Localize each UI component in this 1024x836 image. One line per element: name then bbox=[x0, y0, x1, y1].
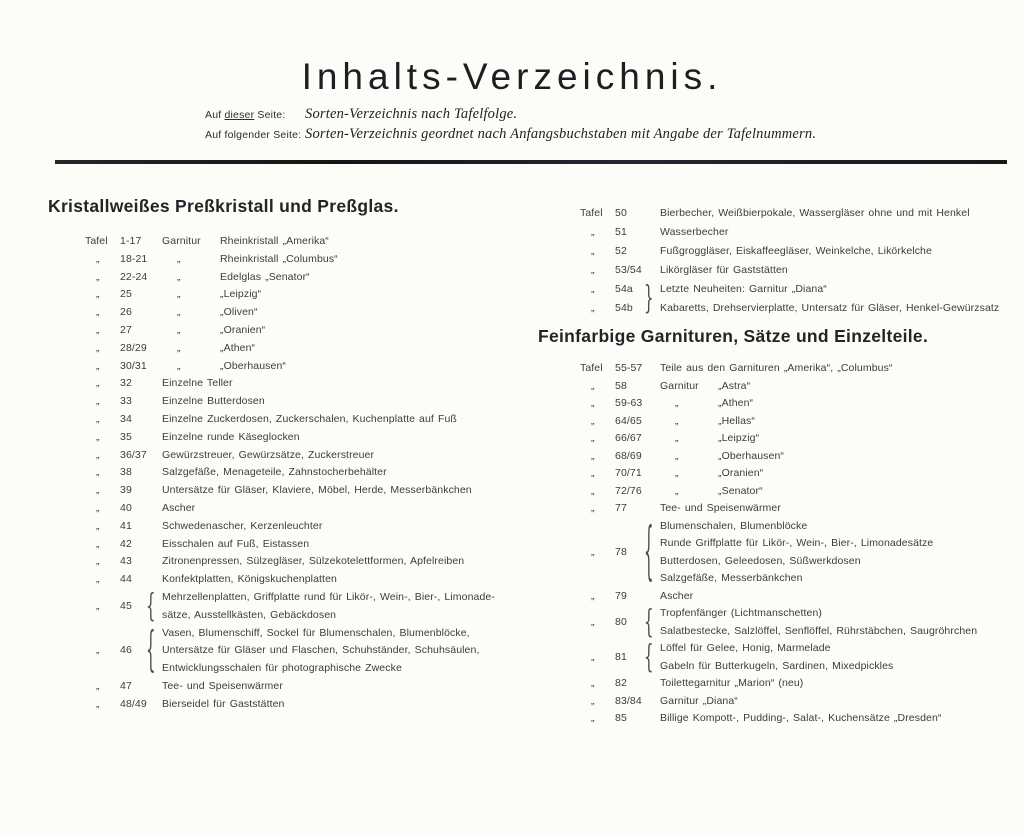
tafel-number: 77 bbox=[615, 502, 627, 514]
tafel-number: 83/84 bbox=[615, 694, 642, 707]
toc-row bbox=[48, 571, 536, 589]
row-text: „Oranien“ bbox=[220, 323, 266, 336]
series-column-label: Garnitur bbox=[660, 379, 699, 392]
tafel-number: 50 bbox=[615, 207, 627, 219]
row-content bbox=[162, 286, 536, 304]
tafel-label: „ bbox=[591, 677, 596, 689]
tafel-label: „ bbox=[96, 306, 101, 319]
row-content bbox=[162, 393, 536, 411]
tafel-label: „ bbox=[591, 449, 596, 462]
tafel-number: 54a bbox=[615, 283, 633, 295]
toc-row bbox=[48, 586, 536, 625]
toc-row-group bbox=[538, 280, 1024, 318]
row-content bbox=[660, 465, 1024, 483]
series-column-label: „ bbox=[177, 288, 182, 301]
row-text: Kabaretts, Drehservierplatte, Untersatz für Gläser, Henkel-Gewürzsatz bbox=[660, 302, 1000, 314]
row-text: Schwedenascher, Kerzenleuchter bbox=[162, 519, 323, 532]
row-content bbox=[162, 500, 536, 518]
series-column-label: „ bbox=[675, 449, 680, 462]
toc-row bbox=[538, 360, 1024, 378]
series-column-label: „ bbox=[177, 252, 182, 265]
toc-row bbox=[48, 447, 536, 465]
tafel-number: 53/54 bbox=[615, 264, 642, 276]
row-content bbox=[162, 322, 536, 340]
left-column bbox=[48, 196, 536, 714]
tafel-number: 43 bbox=[120, 555, 132, 568]
row-text: Salzgefäße, Messerbänkchen bbox=[660, 572, 803, 584]
row-text: Eisschalen auf Fuß, Eistassen bbox=[162, 537, 310, 550]
tafel-number: 22-24 bbox=[120, 270, 148, 283]
series-column-label: „ bbox=[675, 432, 680, 444]
tafel-number: 18-21 bbox=[120, 252, 148, 265]
tafel-label: „ bbox=[591, 650, 596, 663]
row-text: Einzelne runde Käseglocken bbox=[162, 430, 300, 443]
tafel-number: 1-17 bbox=[120, 235, 142, 247]
horizontal-rule bbox=[55, 160, 1007, 164]
toc-row bbox=[538, 448, 1024, 466]
row-content bbox=[162, 358, 536, 376]
tafel-number: 32 bbox=[120, 377, 132, 390]
intro-text: Sorten-Verzeichnis nach Tafelfolge. bbox=[305, 106, 518, 122]
tafel-label: „ bbox=[96, 270, 101, 283]
tafel-number: 27 bbox=[120, 323, 132, 336]
tafel-label: „ bbox=[96, 484, 101, 497]
tafel-label: „ bbox=[96, 359, 101, 372]
row-text: „Oberhausen“ bbox=[718, 449, 784, 462]
tafel-number: 47 bbox=[120, 679, 132, 692]
toc-row bbox=[538, 693, 1024, 711]
row-text: Rheinkristall „Amerika“ bbox=[220, 235, 329, 247]
row-content bbox=[162, 696, 536, 714]
toc-row bbox=[48, 429, 536, 447]
left-brace: { bbox=[146, 621, 156, 678]
tafel-label: „ bbox=[96, 466, 101, 479]
left-brace: { bbox=[146, 586, 156, 625]
series-column-label: „ bbox=[675, 484, 680, 497]
tafel-label: „ bbox=[591, 379, 596, 392]
series-column-label: „ bbox=[675, 397, 680, 409]
row-text: „Senator“ bbox=[718, 484, 763, 497]
toc-row bbox=[538, 588, 1024, 606]
row-text: Einzelne Butterdosen bbox=[162, 395, 265, 408]
row-content bbox=[162, 518, 536, 536]
tafel-label: „ bbox=[96, 537, 101, 550]
tafel-number: 42 bbox=[120, 537, 132, 550]
tafel-label: „ bbox=[591, 226, 596, 238]
row-text: „Athen“ bbox=[718, 397, 754, 409]
tafel-label: „ bbox=[96, 323, 101, 336]
row-text: Tropfenfänger (Lichtmanschetten) bbox=[660, 607, 822, 619]
row-content bbox=[162, 553, 536, 571]
tafel-number: 39 bbox=[120, 484, 132, 497]
tafel-label: „ bbox=[96, 555, 101, 568]
row-text: Einzelne Zuckerdosen, Zuckerschalen, Kuchenplatte auf Fuß bbox=[162, 412, 457, 425]
section-heading-feinfarbige: Feinfarbige Garnituren, Sätze und Einzelteile. bbox=[538, 326, 929, 346]
row-text: Untersätze für Gläser, Klaviere, Möbel, Herde, Messerbänkchen bbox=[162, 484, 472, 497]
row-text: Gabeln für Butterkugeln, Sardinen, Mixedpickles bbox=[660, 659, 894, 672]
toc-row bbox=[48, 411, 536, 429]
toc-row bbox=[48, 269, 536, 287]
row-text: „Oberhausen“ bbox=[220, 359, 286, 372]
toc-row bbox=[538, 512, 1024, 589]
toc-row bbox=[48, 696, 536, 714]
row-text: Letzte Neuheiten: Garnitur „Diana“ bbox=[660, 283, 827, 295]
row-content bbox=[660, 299, 1024, 318]
tafel-number: 64/65 bbox=[615, 414, 642, 427]
toc-row bbox=[538, 710, 1024, 728]
row-content bbox=[162, 251, 536, 269]
toc-row bbox=[48, 393, 536, 411]
tafel-label: „ bbox=[591, 712, 596, 724]
tafel-number: 26 bbox=[120, 306, 132, 319]
row-content bbox=[162, 464, 536, 482]
tafel-number: 54b bbox=[615, 302, 633, 314]
tafel-number: 33 bbox=[120, 395, 132, 408]
tafel-label: „ bbox=[591, 467, 596, 479]
tafel-number: 81 bbox=[615, 650, 627, 663]
toc-row bbox=[538, 395, 1024, 413]
toc-row bbox=[538, 675, 1024, 693]
intro-block bbox=[205, 106, 816, 146]
tafel-label: „ bbox=[591, 264, 596, 276]
tafel-label: Tafel bbox=[85, 235, 108, 247]
row-text: sätze, Ausstellkästen, Gebäckdosen bbox=[162, 608, 337, 621]
left-brace: { bbox=[644, 637, 654, 676]
series-column-label: „ bbox=[675, 467, 680, 479]
toc-row bbox=[48, 678, 536, 696]
toc-row bbox=[538, 261, 1024, 280]
toc-row bbox=[538, 465, 1024, 483]
row-content bbox=[162, 304, 536, 322]
toc-row bbox=[538, 500, 1024, 518]
row-text: Mehrzellenplatten, Griffplatte rund für Likör-, Wein-, Bier-, Limonade- bbox=[162, 590, 495, 603]
tafel-label: „ bbox=[591, 302, 596, 314]
row-text: Ascher bbox=[660, 589, 694, 602]
section-heading-presskristall: Kristallweißes Preßkristall und Preßglas. bbox=[48, 196, 399, 216]
row-content bbox=[660, 395, 1024, 413]
row-text: Teile aus den Garnituren „Amerika“, „Columbus“ bbox=[660, 362, 893, 374]
row-content bbox=[660, 675, 1024, 693]
tafel-number: 48/49 bbox=[120, 697, 147, 710]
row-text: Einzelne Teller bbox=[162, 377, 233, 390]
tafel-number: 34 bbox=[120, 412, 132, 425]
row-text: „Athen“ bbox=[220, 341, 256, 354]
row-text: Untersätze für Gläser und Flaschen, Schuhständer, Schuhsäulen, bbox=[162, 644, 480, 657]
row-text: Salatbestecke, Salzlöffel, Senflöffel, Rührstäbchen, Saugröhrchen bbox=[660, 624, 978, 637]
tafel-number: 25 bbox=[120, 288, 132, 301]
tafel-label: „ bbox=[96, 573, 101, 586]
row-text: Salzgefäße, Menageteile, Zahnstocherbehälter bbox=[162, 466, 387, 479]
toc-row bbox=[48, 553, 536, 571]
tafel-number: 55-57 bbox=[615, 362, 643, 374]
series-column-label: „ bbox=[177, 306, 182, 319]
tafel-number: 44 bbox=[120, 573, 132, 586]
tafel-number: 85 bbox=[615, 712, 627, 724]
toc-row bbox=[48, 500, 536, 518]
row-text: Edelglas „Senator“ bbox=[220, 270, 310, 283]
tafel-number: 45 bbox=[120, 599, 132, 612]
toc-row bbox=[538, 204, 1024, 223]
series-column-label: „ bbox=[177, 323, 182, 336]
row-content bbox=[660, 204, 1024, 223]
right-toc-rows-continued bbox=[538, 204, 1024, 318]
tafel-label: „ bbox=[591, 484, 596, 497]
row-content bbox=[162, 482, 536, 500]
tafel-label: „ bbox=[591, 589, 596, 602]
row-text: Blumenschalen, Blumenblöcke bbox=[660, 519, 808, 532]
row-text: „Astra“ bbox=[718, 379, 751, 392]
tafel-number: 51 bbox=[615, 226, 627, 238]
row-text: Bierseidel für Gaststätten bbox=[162, 697, 285, 710]
row-content bbox=[162, 340, 536, 358]
tafel-label: „ bbox=[96, 395, 101, 408]
right-toc-rows-feinfarbige bbox=[538, 360, 1024, 728]
row-text: Konfektplatten, Königskuchenplatten bbox=[162, 573, 337, 586]
toc-row bbox=[48, 536, 536, 554]
row-content bbox=[162, 375, 536, 393]
intro-text: Sorten-Verzeichnis geordnet nach Anfangsbuchstaben mit Angabe der Tafelnummern. bbox=[305, 126, 817, 142]
tafel-label: „ bbox=[96, 599, 101, 612]
row-text: Toilettegarnitur „Marion“ (neu) bbox=[660, 677, 804, 689]
tafel-label: „ bbox=[96, 448, 101, 461]
tafel-number: 40 bbox=[120, 501, 132, 514]
toc-row bbox=[48, 286, 536, 304]
toc-row bbox=[48, 304, 536, 322]
row-content bbox=[660, 500, 1024, 518]
tafel-number: 68/69 bbox=[615, 449, 642, 462]
tafel-label: „ bbox=[591, 283, 596, 295]
tafel-label: „ bbox=[96, 412, 101, 425]
left-toc-rows bbox=[48, 233, 536, 714]
row-content bbox=[660, 430, 1024, 448]
tafel-number: 30/31 bbox=[120, 359, 147, 372]
toc-row bbox=[48, 464, 536, 482]
tafel-label: „ bbox=[96, 501, 101, 514]
toc-row bbox=[538, 242, 1024, 261]
tafel-number: 72/76 bbox=[615, 484, 642, 497]
intro-line-next-page bbox=[205, 126, 816, 143]
row-text: „Hellas“ bbox=[718, 414, 755, 427]
toc-row bbox=[538, 299, 1024, 318]
row-text: Billige Kompott-, Pudding-, Salat-, Kuchensätze „Dresden“ bbox=[660, 712, 942, 724]
row-text: Likörgläser für Gaststätten bbox=[660, 264, 788, 276]
series-column-label: „ bbox=[177, 359, 182, 372]
toc-row bbox=[48, 375, 536, 393]
tafel-label: „ bbox=[591, 245, 596, 257]
row-text: „Leipzig“ bbox=[220, 288, 262, 301]
intro-label: Auf dieser Seite: bbox=[205, 109, 286, 121]
toc-row bbox=[538, 430, 1024, 448]
toc-row bbox=[48, 482, 536, 500]
tafel-label: „ bbox=[591, 502, 596, 514]
toc-row bbox=[48, 322, 536, 340]
row-text: Entwicklungsschalen für photographische Zwecke bbox=[162, 662, 402, 675]
tafel-label: „ bbox=[96, 679, 101, 692]
tafel-label: „ bbox=[96, 644, 101, 657]
tafel-label: „ bbox=[591, 545, 596, 558]
tafel-number: 80 bbox=[615, 615, 627, 628]
row-text: „Oranien“ bbox=[718, 467, 764, 479]
row-content bbox=[162, 571, 536, 589]
row-text: Tee- und Speisenwärmer bbox=[660, 502, 781, 514]
row-content bbox=[660, 483, 1024, 501]
tafel-label: „ bbox=[96, 288, 101, 301]
row-content bbox=[146, 586, 536, 625]
intro-line-this-page bbox=[205, 106, 816, 123]
row-content bbox=[146, 621, 536, 678]
row-text: Bierbecher, Weißbierpokale, Wassergläser ohne und mit Henkel bbox=[660, 207, 970, 219]
row-content bbox=[162, 411, 536, 429]
row-text: Butterdosen, Geleedosen, Süßwerkdosen bbox=[660, 554, 861, 567]
row-content bbox=[660, 360, 1024, 378]
toc-row bbox=[538, 280, 1024, 299]
row-content bbox=[660, 710, 1024, 728]
row-text: Zitronenpressen, Sülzegläser, Sülzekotelettformen, Apfelreiben bbox=[162, 555, 465, 568]
row-content bbox=[162, 233, 536, 251]
toc-row bbox=[538, 223, 1024, 242]
toc-row bbox=[48, 233, 536, 251]
tafel-label: Tafel bbox=[580, 207, 603, 219]
row-text: Löffel für Gelee, Honig, Marmelade bbox=[660, 642, 831, 654]
row-content bbox=[644, 637, 1024, 676]
toc-row bbox=[48, 251, 536, 269]
toc-row bbox=[538, 413, 1024, 431]
tafel-label: „ bbox=[591, 694, 596, 707]
tafel-number: 46 bbox=[120, 644, 132, 657]
tafel-label: „ bbox=[96, 377, 101, 390]
tafel-number: 59-63 bbox=[615, 397, 643, 409]
row-text: Rheinkristall „Columbus“ bbox=[220, 252, 338, 265]
row-content bbox=[644, 602, 1024, 641]
row-content bbox=[644, 512, 1024, 589]
right-brace: } bbox=[644, 279, 654, 317]
row-content bbox=[660, 413, 1024, 431]
tafel-number: 70/71 bbox=[615, 467, 642, 479]
row-text: Ascher bbox=[162, 501, 196, 514]
tafel-number: 41 bbox=[120, 519, 132, 532]
tafel-label: „ bbox=[591, 432, 596, 444]
tafel-number: 82 bbox=[615, 677, 627, 689]
row-text: Runde Griffplatte für Likör-, Wein-, Bier-, Limonadesätze bbox=[660, 537, 934, 549]
tafel-number: 79 bbox=[615, 589, 627, 602]
tafel-label: Tafel bbox=[580, 362, 603, 374]
underlined-word: dieser bbox=[224, 109, 255, 121]
right-column bbox=[538, 196, 1024, 728]
intro-label: Auf folgender Seite: bbox=[205, 129, 302, 141]
toc-row bbox=[538, 378, 1024, 396]
tafel-label: „ bbox=[96, 252, 101, 265]
left-brace: { bbox=[644, 512, 654, 589]
row-content bbox=[162, 536, 536, 554]
row-text: „Leipzig“ bbox=[718, 432, 760, 444]
row-text: Vasen, Blumenschiff, Sockel für Blumenschalen, Blumenblöcke, bbox=[162, 626, 470, 639]
row-content bbox=[162, 678, 536, 696]
tafel-label: „ bbox=[591, 397, 596, 409]
series-column-label: „ bbox=[177, 341, 182, 354]
row-content bbox=[660, 280, 1024, 299]
tafel-label: „ bbox=[591, 615, 596, 628]
tafel-number: 78 bbox=[615, 545, 627, 558]
series-column-label: „ bbox=[675, 414, 680, 427]
page-title: Inhalts-Verzeichnis. bbox=[301, 56, 723, 97]
toc-row bbox=[48, 340, 536, 358]
tafel-label: „ bbox=[591, 414, 596, 427]
left-brace: { bbox=[644, 602, 654, 641]
row-text: Gewürzstreuer, Gewürzsätze, Zuckerstreuer bbox=[162, 448, 375, 461]
tafel-number: 58 bbox=[615, 379, 627, 392]
toc-row bbox=[48, 518, 536, 536]
tafel-label: „ bbox=[96, 341, 101, 354]
row-content bbox=[660, 448, 1024, 466]
row-content bbox=[660, 261, 1024, 280]
tafel-number: 35 bbox=[120, 430, 132, 443]
row-content bbox=[660, 588, 1024, 606]
row-text: Garnitur „Diana“ bbox=[660, 694, 738, 707]
tafel-number: 66/67 bbox=[615, 432, 642, 444]
toc-row bbox=[538, 602, 1024, 641]
toc-row bbox=[538, 637, 1024, 676]
tafel-number: 52 bbox=[615, 245, 627, 257]
row-content bbox=[660, 693, 1024, 711]
row-text: Fußgroggläser, Eiskaffeegläser, Weinkelche, Likörkelche bbox=[660, 245, 932, 257]
series-column-label: Garnitur bbox=[162, 235, 201, 247]
tafel-label: „ bbox=[96, 430, 101, 443]
tafel-label: „ bbox=[96, 697, 101, 710]
row-content bbox=[162, 429, 536, 447]
tafel-label: „ bbox=[96, 519, 101, 532]
tafel-number: 28/29 bbox=[120, 341, 147, 354]
row-content bbox=[162, 447, 536, 465]
toc-row bbox=[538, 483, 1024, 501]
row-content bbox=[660, 378, 1024, 396]
row-text: Wasserbecher bbox=[660, 226, 729, 238]
tafel-number: 38 bbox=[120, 466, 132, 479]
toc-row bbox=[48, 358, 536, 376]
word: folgender bbox=[224, 129, 271, 141]
toc-row bbox=[48, 621, 536, 678]
row-text: „Oliven“ bbox=[220, 306, 258, 319]
row-content bbox=[162, 269, 536, 287]
tafel-number: 36/37 bbox=[120, 448, 147, 461]
row-text: Tee- und Speisenwärmer bbox=[162, 679, 283, 692]
row-content bbox=[660, 223, 1024, 242]
series-column-label: „ bbox=[177, 270, 182, 283]
row-content bbox=[660, 242, 1024, 261]
